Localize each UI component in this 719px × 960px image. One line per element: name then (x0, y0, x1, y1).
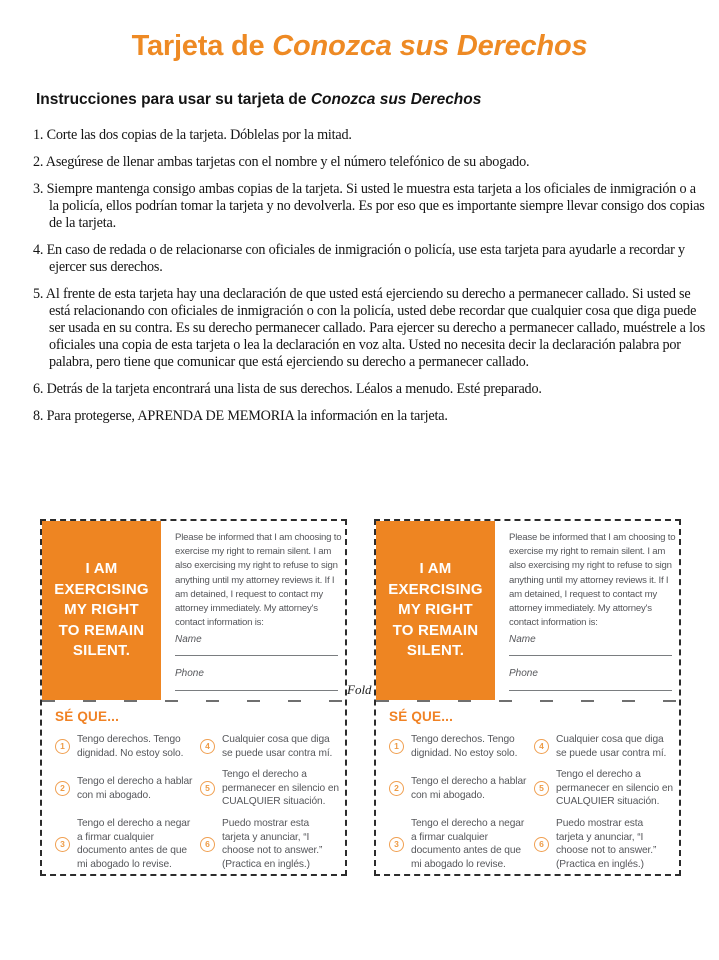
right-text: Tengo derechos. Tengo dignidad. No estoy solo. (77, 734, 184, 759)
right-item-3 (389, 817, 528, 871)
right-text: Tengo derechos. Tengo dignidad. No estoy solo. (411, 734, 518, 759)
phone-write-line (175, 690, 338, 691)
banner-line: I AM (85, 560, 118, 578)
rights-list (55, 733, 339, 871)
right-text: Cualquier cosa que diga se puede usar contra mí. (222, 734, 333, 759)
right-number-badge: 3 (389, 837, 404, 852)
right-item-1 (389, 733, 528, 760)
instruction-item-4: 4. En caso de redada o de relacionarse con oficiales de inmigración o policía, use esta tarjeta para ayudarle a recordar y ejercer sus derechos. (33, 242, 685, 275)
right-item-5 (534, 768, 673, 809)
banner-line: TO REMAIN (58, 621, 145, 639)
se-que-heading: SÉ QUE... (55, 709, 120, 724)
instructions-heading (36, 91, 481, 109)
right-number-badge: 1 (55, 739, 70, 754)
right-text: Tengo el derecho a permanecer en silencio en CUALQUIER situación. (556, 769, 673, 808)
se-que-heading: SÉ QUE... (389, 709, 454, 724)
right-number-badge: 6 (534, 837, 549, 852)
phone-label: Phone (175, 668, 204, 679)
right-text: Tengo el derecho a permanecer en silencio en CUALQUIER situación. (222, 769, 339, 808)
name-write-line (175, 655, 338, 656)
right-number-badge: 5 (534, 781, 549, 796)
banner-line: TO REMAIN (392, 621, 479, 639)
right-text: Puedo mostrar esta tarjeta y anunciar, “I choose not to answer.” (Practica en inglés.) (222, 817, 323, 870)
right-text: Tengo el derecho a negar a firmar cualquier documento antes de que mi abogado lo revise. (411, 817, 525, 870)
banner-line: MY RIGHT (64, 601, 139, 619)
instruction-item-8: 8. Para protegerse, APRENDA DE MEMORIA la información en la tarjeta. (33, 408, 448, 424)
instructions-heading-regular: Instrucciones para usar su tarjeta de (36, 91, 311, 108)
silence-banner (376, 521, 495, 700)
instruction-item-1: 1. Corte las dos copias de la tarjeta. Dóblelas por la mitad. (33, 127, 352, 143)
statement-text: Please be informed that I am choosing to exercise my right to remain silent. I am also exercising my right to refuse to sign anything until my attorney reviews it. If I am detained, I request to contact my attorney immediately. My attorney's contact information is: (509, 532, 676, 629)
rights-list (389, 733, 673, 871)
name-label: Name (175, 634, 202, 645)
instruction-item-5: 5. Al frente de esta tarjeta hay una declaración de que usted está ejerciendo su derecho a permanecer callado. Si usted se está relacionando con oficiales de inmigración o con la policía, usted debe recordar que cualquier cosa que diga puede ser usada en su contra. Es su derecho permanecer callado. Para ejercer su derecho a permanecer callado, muéstrele a los oficiales una copia de esta tarjeta o lea la declaración en voz alta. Usted no necesita decir la declaración palabra por palabra, pero tiene que comunicar que está ejerciendo su derecho a permanecer callado. (33, 286, 706, 370)
right-item-5 (200, 768, 339, 809)
right-number-badge: 6 (200, 837, 215, 852)
banner-line: MY RIGHT (398, 601, 473, 619)
instruction-item-3: 3. Siempre mantenga consigo ambas copias de la tarjeta. Si usted le muestra esta tarjeta a los oficiales de inmigración o a la policía, ellos podrían tomar la tarjeta y no devolverla. Es por eso que es importante siempre llevar consigo dos copias de la tarjeta. (33, 181, 705, 231)
right-number-badge: 2 (55, 781, 70, 796)
banner-line: I AM (419, 560, 452, 578)
fold-dash-line (42, 700, 345, 702)
silence-banner (42, 521, 161, 700)
cards-section (0, 519, 719, 883)
instruction-item-2: 2. Asegúrese de llenar ambas tarjetas con el nombre y el número telefónico de su abogado. (33, 154, 530, 170)
phone-label: Phone (509, 668, 538, 679)
banner-line: EXERCISING (388, 580, 483, 598)
right-number-badge: 4 (200, 739, 215, 754)
rights-card-right (374, 519, 681, 876)
right-number-badge: 3 (55, 837, 70, 852)
right-item-6 (534, 817, 673, 871)
banner-line: SILENT. (72, 642, 131, 660)
page-title (0, 30, 719, 63)
fold-dash-line (376, 700, 679, 702)
statement-text: Please be informed that I am choosing to exercise my right to remain silent. I am also exercising my right to refuse to sign anything until my attorney reviews it. If I am detained, I request to contact my attorney immediately. My attorney's contact information is: (175, 532, 342, 629)
right-text: Cualquier cosa que diga se puede usar contra mí. (556, 734, 667, 759)
instructions-list (33, 127, 709, 435)
right-number-badge: 5 (200, 781, 215, 796)
right-item-3 (55, 817, 194, 871)
right-text: Puedo mostrar esta tarjeta y anunciar, “I choose not to answer.” (Practica en inglés.) (556, 817, 657, 870)
page-title-regular: Tarjeta de (131, 30, 273, 62)
page-title-italic: Conozca sus Derechos (272, 30, 588, 62)
right-text: Tengo el derecho a negar a firmar cualquier documento antes de que mi abogado lo revise. (77, 817, 191, 870)
banner-line: SILENT. (406, 642, 465, 660)
right-item-6 (200, 817, 339, 871)
name-write-line (509, 655, 672, 656)
phone-write-line (509, 690, 672, 691)
instruction-item-6: 6. Detrás de la tarjeta encontrará una lista de sus derechos. Léalos a menudo. Esté preparado. (33, 381, 542, 397)
fold-label: Fold (347, 682, 372, 697)
right-item-4 (200, 733, 339, 760)
right-item-2 (389, 775, 528, 802)
instructions-heading-italic: Conozca sus Derechos (310, 91, 482, 108)
name-label: Name (509, 634, 536, 645)
right-number-badge: 2 (389, 781, 404, 796)
right-item-2 (55, 775, 194, 802)
right-text: Tengo el derecho a hablar con mi abogado. (77, 775, 193, 801)
right-text: Tengo el derecho a hablar con mi abogado. (411, 775, 527, 801)
right-item-1 (55, 733, 194, 760)
right-number-badge: 1 (389, 739, 404, 754)
right-item-4 (534, 733, 673, 760)
banner-line: EXERCISING (54, 580, 149, 598)
right-number-badge: 4 (534, 739, 549, 754)
rights-card-left (40, 519, 347, 876)
